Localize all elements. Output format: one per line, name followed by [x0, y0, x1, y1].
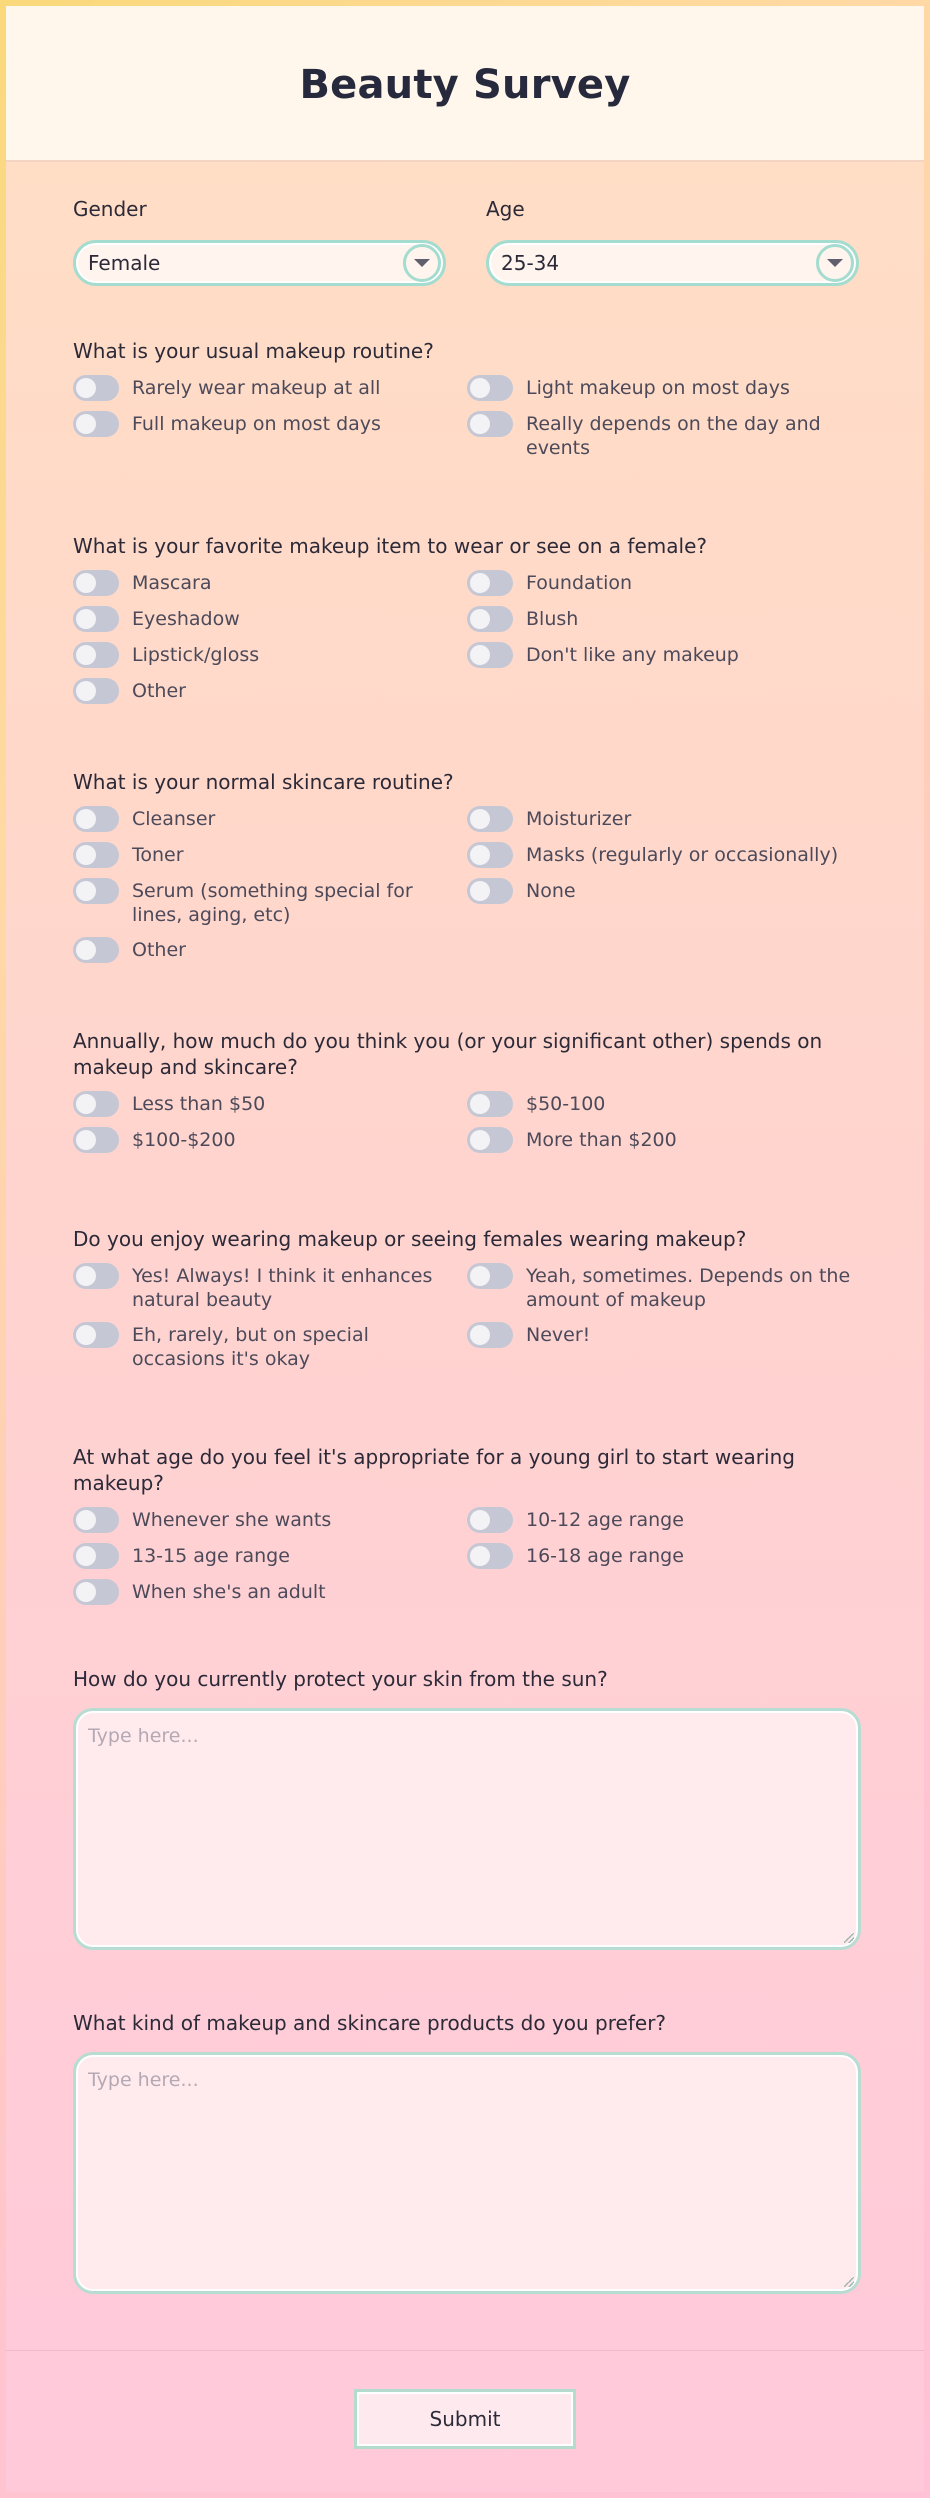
- question-title: Do you enjoy wearing makeup or seeing females wearing makeup?: [73, 1227, 747, 1251]
- option[interactable]: [467, 412, 861, 460]
- option-label: Toner: [132, 844, 184, 866]
- option-label: Full makeup on most days: [132, 413, 381, 435]
- option[interactable]: [467, 1128, 861, 1153]
- question-annual-spend: [73, 1028, 857, 1164]
- question-makeup-routine: [73, 338, 857, 471]
- toggle-switch[interactable]: [467, 1322, 513, 1348]
- option-label: Lipstick/gloss: [132, 644, 260, 666]
- sun-protection-textarea[interactable]: [76, 1711, 858, 1947]
- option-grid: [73, 1508, 857, 1616]
- gender-value: Female: [88, 251, 161, 275]
- option-label: Eh, rarely, but on special occasions it's okay: [132, 1324, 369, 1370]
- question-title: What is your favorite makeup item to wear or see on a female?: [73, 534, 707, 558]
- option-grid: [73, 1092, 857, 1164]
- product-preference-textarea[interactable]: [76, 2055, 858, 2291]
- age-select[interactable]: [486, 240, 859, 286]
- option-label: 10-12 age range: [526, 1509, 684, 1531]
- survey-form: [6, 196, 924, 2294]
- option-label: More than $200: [526, 1129, 677, 1151]
- option-grid: [73, 571, 857, 715]
- toggle-switch[interactable]: [467, 375, 513, 401]
- option-label: Light makeup on most days: [526, 377, 790, 399]
- option-label: Cleanser: [132, 808, 216, 830]
- option-label: Whenever she wants: [132, 1509, 332, 1531]
- option[interactable]: [73, 1128, 467, 1153]
- option-grid: [73, 376, 857, 471]
- chevron-down-icon[interactable]: [816, 244, 854, 282]
- toggle-switch[interactable]: [73, 806, 119, 832]
- submit-button[interactable]: Submit: [354, 2389, 576, 2449]
- toggle-switch[interactable]: [73, 606, 119, 632]
- toggle-switch[interactable]: [73, 1127, 119, 1153]
- toggle-switch[interactable]: [73, 842, 119, 868]
- option[interactable]: [467, 1544, 861, 1569]
- question-sun-protection: [73, 1666, 857, 1950]
- option[interactable]: [73, 571, 467, 596]
- option-grid: [73, 1264, 857, 1382]
- form-footer: [6, 2350, 924, 2492]
- option[interactable]: [73, 1580, 467, 1605]
- toggle-switch[interactable]: [73, 878, 119, 904]
- option-label: Other: [132, 680, 186, 702]
- option[interactable]: [467, 1508, 861, 1533]
- toggle-switch[interactable]: [467, 806, 513, 832]
- question-title: Annually, how much do you think you (or your significant other) spends on makeup and skincare?: [73, 1029, 823, 1079]
- option-label: Moisturizer: [526, 808, 632, 830]
- toggle-switch[interactable]: [467, 878, 513, 904]
- option[interactable]: [467, 376, 861, 401]
- option-label: Other: [132, 939, 186, 961]
- age-label: Age: [486, 197, 525, 221]
- option-label: Less than $50: [132, 1093, 266, 1115]
- age-field: [486, 196, 859, 286]
- toggle-switch[interactable]: [73, 1322, 119, 1348]
- option-label: Eyeshadow: [132, 608, 240, 630]
- toggle-switch[interactable]: [467, 642, 513, 668]
- option-label: 16-18 age range: [526, 1545, 684, 1567]
- option-label: Never!: [526, 1324, 591, 1346]
- toggle-switch[interactable]: [73, 1263, 119, 1289]
- option-label: Really depends on the day and events: [526, 413, 821, 459]
- option[interactable]: [73, 1092, 467, 1117]
- toggle-switch[interactable]: [73, 937, 119, 963]
- toggle-switch[interactable]: [467, 570, 513, 596]
- question-title: What kind of makeup and skincare products do you prefer?: [73, 2011, 667, 2035]
- option[interactable]: [73, 1264, 467, 1312]
- option[interactable]: [467, 643, 861, 668]
- question-skincare-routine: [73, 769, 857, 974]
- toggle-switch[interactable]: [73, 1507, 119, 1533]
- option[interactable]: [73, 679, 467, 704]
- header: [6, 6, 924, 162]
- demographics-row: [73, 196, 857, 286]
- gender-select[interactable]: [73, 240, 446, 286]
- option-label: Blush: [526, 608, 579, 630]
- option-label: Yes! Always! I think it enhances natural beauty: [132, 1265, 433, 1311]
- gender-label: Gender: [73, 197, 147, 221]
- option[interactable]: [467, 607, 861, 632]
- option[interactable]: [73, 879, 467, 927]
- toggle-switch[interactable]: [467, 1127, 513, 1153]
- question-title: What is your normal skincare routine?: [73, 770, 454, 794]
- option[interactable]: [467, 1092, 861, 1117]
- toggle-switch[interactable]: [73, 642, 119, 668]
- chevron-down-icon[interactable]: [403, 244, 441, 282]
- option[interactable]: [73, 1544, 467, 1569]
- option-label: Yeah, sometimes. Depends on the amount of makeup: [526, 1265, 851, 1311]
- option-label: Serum (something special for lines, aging, etc): [132, 880, 413, 926]
- option-label: Rarely wear makeup at all: [132, 377, 381, 399]
- toggle-switch[interactable]: [73, 1543, 119, 1569]
- option[interactable]: [73, 412, 467, 460]
- question-title: At what age do you feel it's appropriate for a young girl to start wearing makeup?: [73, 1445, 795, 1495]
- option-label: None: [526, 880, 576, 902]
- question-title: What is your usual makeup routine?: [73, 339, 434, 363]
- question-appropriate-age: [73, 1444, 857, 1616]
- gender-field: [73, 196, 446, 286]
- question-title: How do you currently protect your skin from the sun?: [73, 1667, 608, 1691]
- option[interactable]: [73, 807, 467, 832]
- question-product-preference: [73, 2010, 857, 2294]
- option-label: Mascara: [132, 572, 212, 594]
- toggle-switch[interactable]: [467, 1507, 513, 1533]
- option[interactable]: [73, 643, 467, 668]
- toggle-switch[interactable]: [73, 1091, 119, 1117]
- option-label: Foundation: [526, 572, 633, 594]
- question-favorite-item: [73, 533, 857, 715]
- toggle-switch[interactable]: [467, 1263, 513, 1289]
- product-preference-textarea-wrap: [73, 2052, 861, 2294]
- toggle-switch[interactable]: [73, 375, 119, 401]
- option-label: 13-15 age range: [132, 1545, 290, 1567]
- option[interactable]: [73, 938, 467, 963]
- option[interactable]: [467, 843, 861, 868]
- option-label: Don't like any makeup: [526, 644, 739, 666]
- resize-handle-icon[interactable]: [844, 1933, 854, 1943]
- sun-protection-textarea-wrap: [73, 1708, 861, 1950]
- option[interactable]: [467, 571, 861, 596]
- resize-handle-icon[interactable]: [844, 2277, 854, 2287]
- option-label: Masks (regularly or occasionally): [526, 844, 839, 866]
- option-label: $50-100: [526, 1093, 606, 1115]
- option-grid: [73, 807, 857, 974]
- option[interactable]: [467, 807, 861, 832]
- toggle-switch[interactable]: [73, 1579, 119, 1605]
- option[interactable]: [73, 843, 467, 868]
- option-label: When she's an adult: [132, 1581, 326, 1603]
- option-label: $100-$200: [132, 1129, 236, 1151]
- page-title: Beauty Survey: [299, 62, 631, 108]
- toggle-switch[interactable]: [467, 1091, 513, 1117]
- option[interactable]: [467, 1264, 861, 1312]
- option[interactable]: [73, 1508, 467, 1533]
- toggle-switch[interactable]: [467, 1543, 513, 1569]
- option[interactable]: [73, 607, 467, 632]
- question-enjoy-makeup: [73, 1226, 857, 1382]
- toggle-switch[interactable]: [73, 411, 119, 437]
- option[interactable]: [467, 879, 861, 927]
- toggle-switch[interactable]: [467, 606, 513, 632]
- toggle-switch[interactable]: [467, 411, 513, 437]
- option[interactable]: [467, 1323, 861, 1371]
- age-value: 25-34: [501, 251, 560, 275]
- option[interactable]: [73, 376, 467, 401]
- toggle-switch[interactable]: [73, 678, 119, 704]
- survey-page: [6, 6, 924, 2492]
- option[interactable]: [73, 1323, 467, 1371]
- toggle-switch[interactable]: [467, 842, 513, 868]
- toggle-switch[interactable]: [73, 570, 119, 596]
